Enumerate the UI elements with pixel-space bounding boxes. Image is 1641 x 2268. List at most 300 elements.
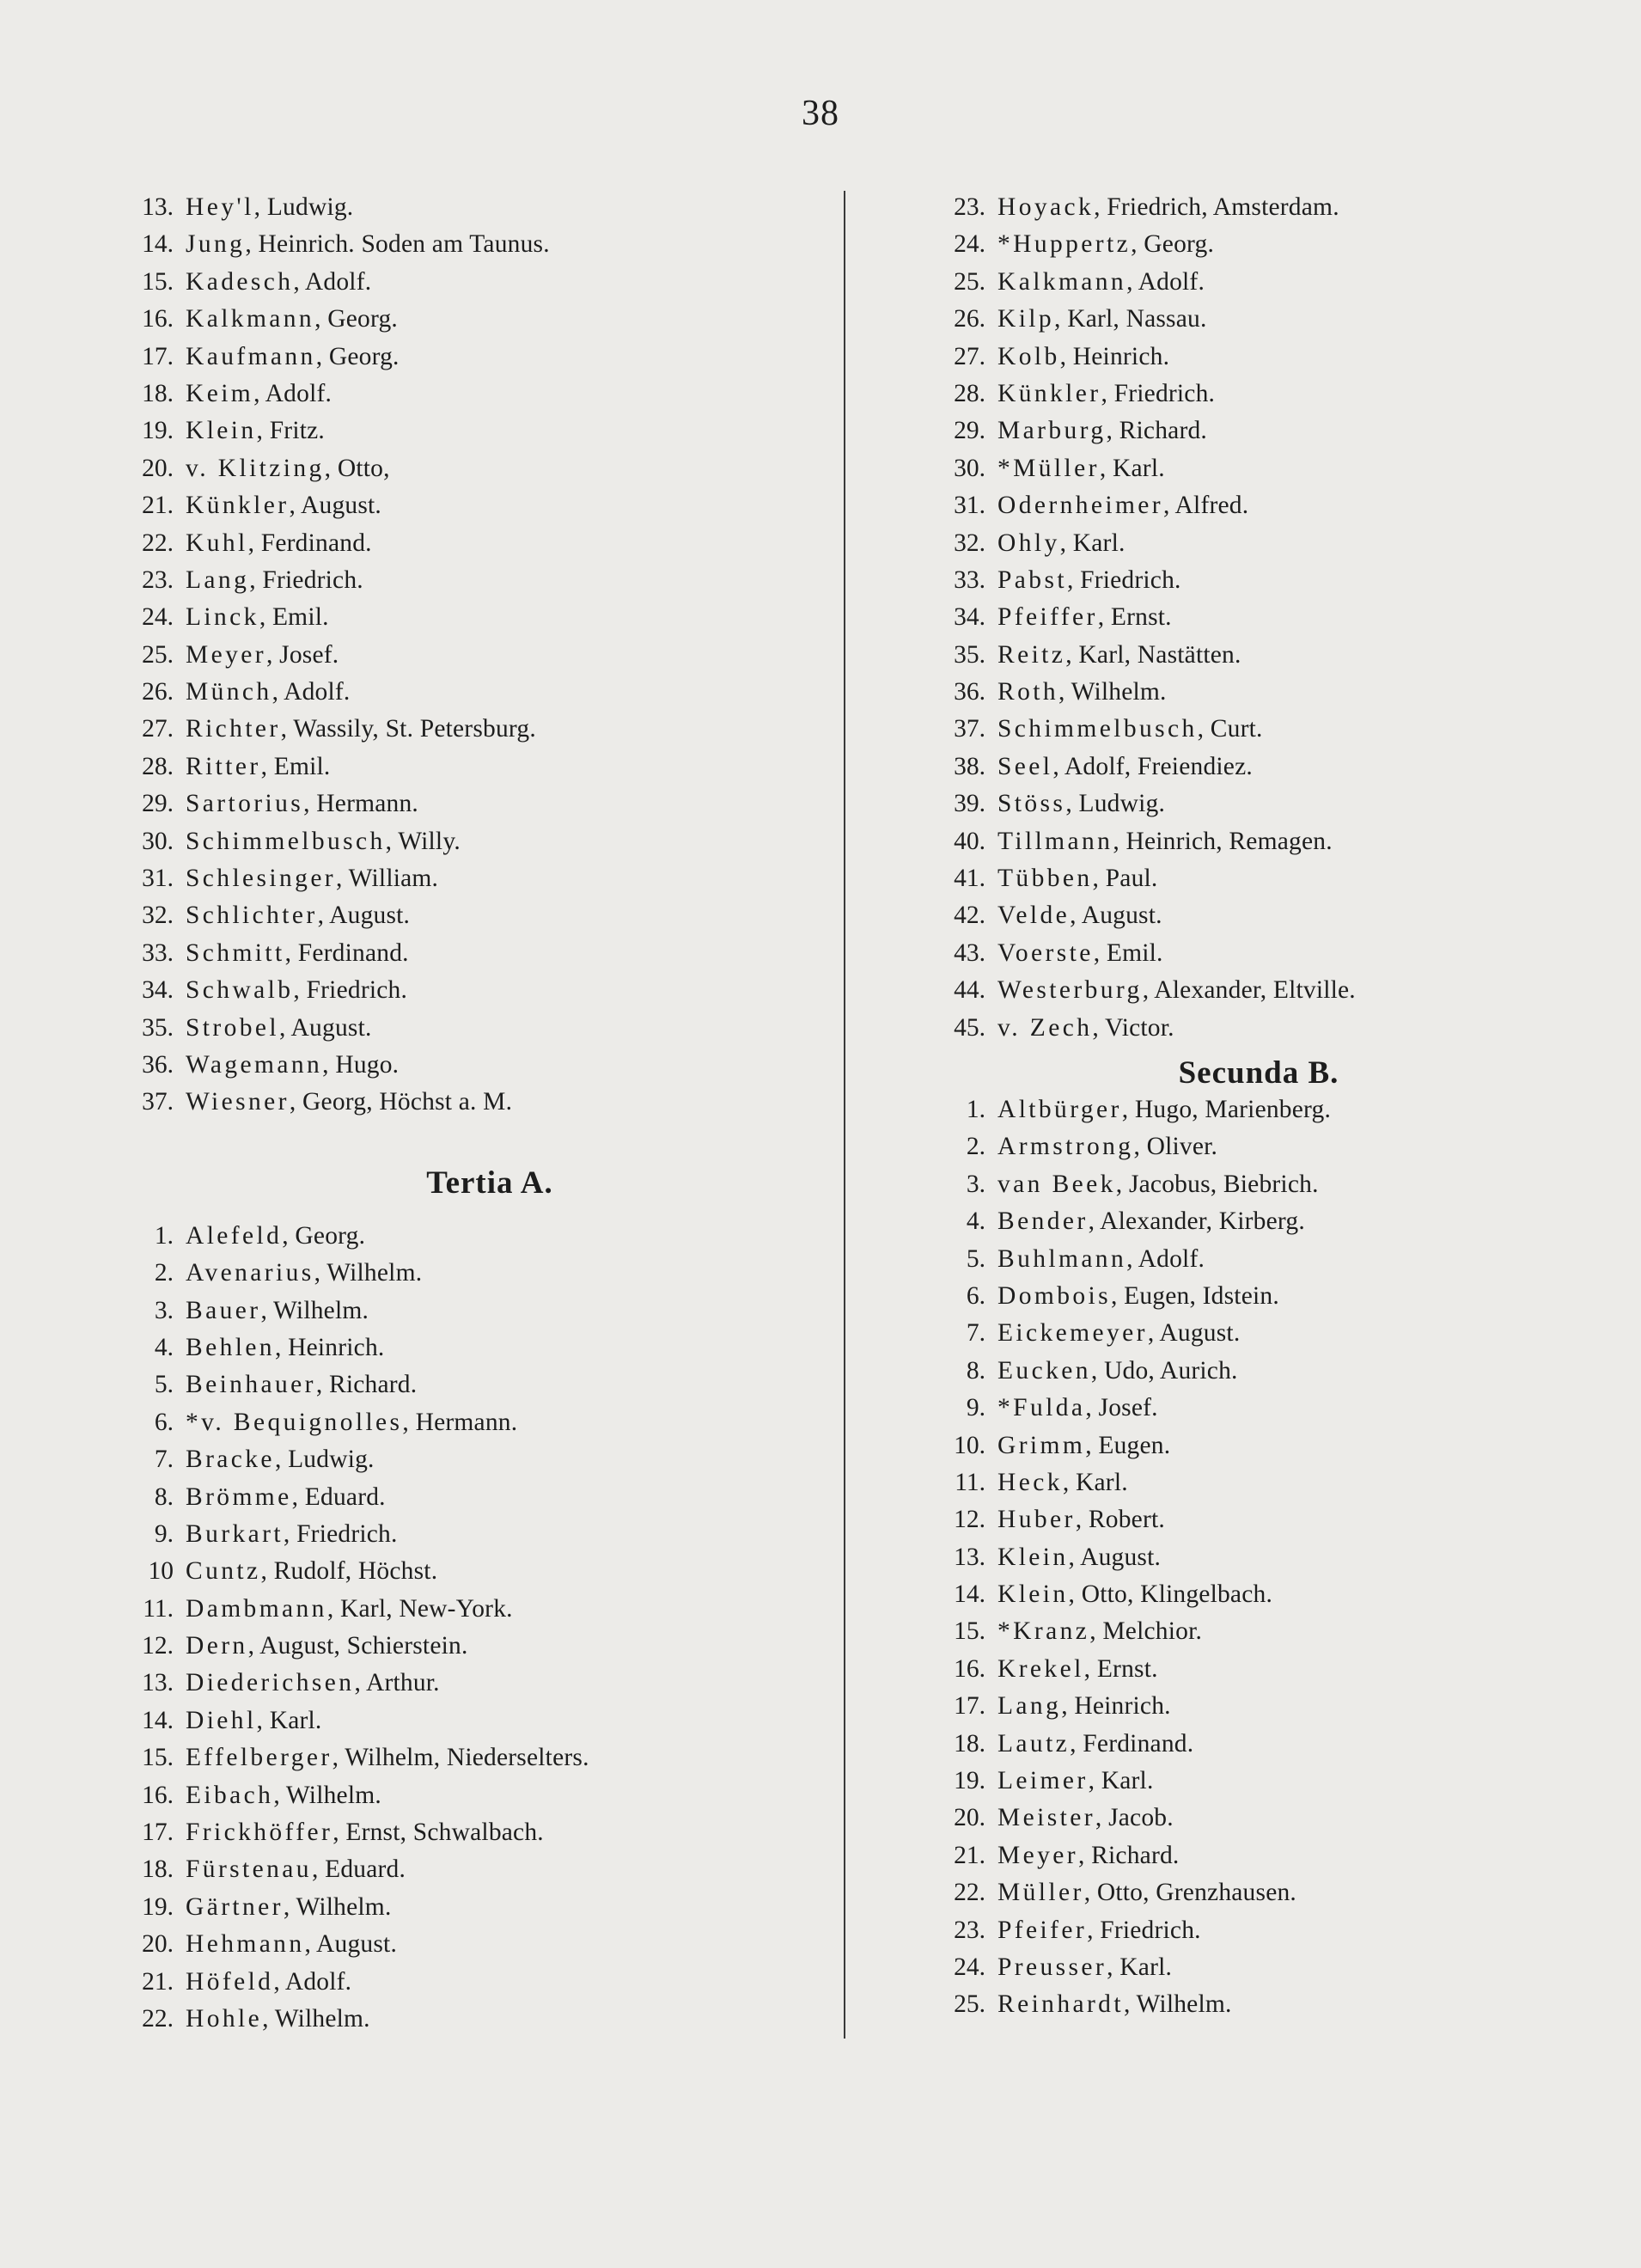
entry-details: , Friedrich. (1066, 565, 1181, 594)
entry-surname: Kuhl (186, 529, 248, 557)
entry-details: , Adolf. (271, 678, 351, 706)
entry-number: 18. (142, 1855, 174, 1884)
entry-surname: Münch (186, 678, 272, 706)
list-item (120, 972, 825, 1009)
entry-number: 10 (148, 1557, 174, 1586)
entry-surname: Bender (997, 1207, 1089, 1236)
list-item (120, 1084, 825, 1121)
entry-surname: Klein (186, 417, 257, 445)
entry-details: , William. (336, 865, 439, 893)
list-item (120, 562, 825, 599)
entry-number: 1. (966, 1095, 985, 1123)
entry-details: , Heinrich. (1061, 1692, 1171, 1721)
entry-number: 25. (954, 1990, 985, 2019)
entry-number: 23. (954, 1916, 985, 1944)
student-list (932, 189, 1534, 1047)
list-item (120, 339, 825, 376)
list-item (932, 1315, 1534, 1352)
entry-details: , Karl. (1107, 1953, 1173, 1981)
list-item (932, 562, 1534, 599)
entry-number: 14. (142, 230, 174, 259)
entry-number: 37. (954, 715, 985, 743)
entry-number: 30. (142, 827, 174, 855)
list-item (120, 823, 825, 860)
list-item (932, 301, 1534, 338)
entry-number: 26. (142, 678, 174, 706)
entry-details: , Otto, Grenzhausen. (1083, 1879, 1297, 1907)
entry-details: , Ludwig. (1065, 790, 1166, 818)
class-heading: Secunda B. (1178, 1055, 1339, 1091)
entry-details: , Ernst. (1083, 1654, 1158, 1683)
entry-surname: Pfeiffer (997, 603, 1098, 632)
entry-details: , Emil. (1093, 938, 1163, 967)
entry-details: , Georg. (1131, 230, 1215, 259)
entry-number: 24. (142, 603, 174, 632)
entry-number: 35. (954, 640, 985, 669)
list-item (932, 1241, 1534, 1278)
list-item (120, 1330, 825, 1366)
entry-number: 16. (954, 1654, 985, 1683)
entry-number: 14. (142, 1706, 174, 1734)
entry-surname: Bracke (186, 1446, 275, 1474)
list-item (120, 599, 825, 636)
list-item (932, 1128, 1534, 1165)
entry-number: 17. (142, 1819, 174, 1847)
entry-number: 18. (142, 379, 174, 407)
entry-details: , Victor. (1092, 1013, 1174, 1042)
entry-surname: Cuntz (186, 1557, 261, 1586)
list-item (120, 301, 825, 338)
entry-number: 27. (954, 342, 985, 370)
entry-surname: Diederichsen (186, 1669, 355, 1697)
entry-surname: Schlichter (186, 902, 318, 930)
entry-surname: Gärtner (186, 1892, 284, 1921)
list-item (932, 897, 1534, 934)
list-item (120, 376, 825, 413)
entry-surname: Eickemeyer (997, 1319, 1148, 1348)
entry-number: 6. (154, 1408, 174, 1436)
entry-details: , Wilhelm. (283, 1892, 392, 1921)
column-divider (844, 191, 845, 2039)
list-item (120, 2001, 825, 2038)
entry-number: 23. (954, 193, 985, 221)
left-column (120, 189, 825, 2038)
entry-number: 32. (142, 902, 174, 930)
entry-number: 39. (954, 790, 985, 818)
entry-details: , Adolf, Freiendiez. (1052, 752, 1253, 780)
entry-details: , Alexander, Kirberg. (1088, 1207, 1305, 1236)
entry-details: , Willy. (385, 827, 461, 855)
entry-surname: Meister (997, 1804, 1095, 1832)
list-item (932, 1539, 1534, 1576)
list-item (932, 1726, 1534, 1763)
entry-details: , Wilhelm. (262, 2004, 370, 2033)
entry-details: , Karl, Nastätten. (1065, 640, 1241, 669)
entry-details: , Rudolf, Höchst. (260, 1557, 438, 1586)
entry-details: , Ferdinand. (1070, 1729, 1194, 1758)
list-item (120, 1628, 825, 1665)
list-item (932, 1353, 1534, 1390)
list-item (120, 226, 825, 263)
entry-details: , Otto, Klingelbach. (1068, 1580, 1273, 1609)
entry-surname: Schlesinger (186, 865, 337, 893)
entry-surname: Altbürger (997, 1095, 1122, 1123)
entry-number: 36. (954, 678, 985, 706)
entry-details: , Heinrich. (1059, 342, 1170, 370)
entry-surname: Odernheimer (997, 492, 1164, 520)
entry-surname: Richter (186, 715, 281, 743)
entry-surname: Roth (997, 678, 1058, 706)
list-item (932, 226, 1534, 263)
entry-details: , Karl, Nassau. (1054, 305, 1207, 333)
entry-surname: Dern (186, 1632, 248, 1660)
entry-surname: Stöss (997, 790, 1066, 818)
list-item (932, 1986, 1534, 2023)
entry-number: 12. (954, 1506, 985, 1534)
entry-number: 22. (142, 529, 174, 557)
page-number: 38 (802, 94, 839, 133)
entry-details: , Wilhelm. (1058, 678, 1167, 706)
entry-surname: Effelberger (186, 1744, 332, 1772)
entry-number: 28. (142, 752, 174, 780)
student-list (120, 1218, 825, 2039)
entry-number: 5. (154, 1371, 174, 1399)
entry-surname: Pabst (997, 565, 1067, 594)
list-item (932, 1501, 1534, 1538)
entry-number: 43. (954, 938, 985, 967)
entry-details: , Karl, New-York. (326, 1594, 513, 1623)
entry-details: , August. (1147, 1319, 1241, 1348)
entry-details: , Robert. (1075, 1506, 1165, 1534)
list-item (120, 637, 825, 674)
entry-surname: Schimmelbusch (186, 827, 386, 855)
list-item (932, 972, 1534, 1009)
list-item (932, 1949, 1534, 1986)
entry-surname: Kolb (997, 342, 1060, 370)
entry-number: 5. (966, 1244, 985, 1273)
entry-details: , Ludwig. (253, 193, 354, 221)
entry-surname: Eucken (997, 1356, 1091, 1385)
entry-number: 30. (954, 454, 985, 482)
list-item (932, 1576, 1534, 1613)
entry-details: , August. (1070, 902, 1162, 930)
list-item (932, 1010, 1534, 1047)
list-item (932, 1800, 1534, 1837)
entry-number: 4. (966, 1207, 985, 1236)
entry-details: , August. (304, 1930, 398, 1959)
list-item (932, 1390, 1534, 1427)
entry-details: , Paul. (1092, 865, 1158, 893)
entry-number: 9. (154, 1519, 174, 1548)
entry-details: , Ferdinand. (247, 529, 372, 557)
entry-number: 16. (142, 305, 174, 333)
list-item (932, 413, 1534, 449)
entry-details: , Eugen, Idstein. (1110, 1281, 1279, 1310)
entry-number: 17. (142, 342, 174, 370)
entry-details: , Wilhelm. (314, 1259, 423, 1287)
entry-surname: Velde (997, 902, 1071, 930)
entry-surname: Heck (997, 1468, 1063, 1496)
entry-surname: Eibach (186, 1781, 274, 1809)
entry-number: 21. (142, 1967, 174, 1996)
entry-surname: Pfeifer (997, 1916, 1088, 1944)
entry-surname: Buhlmann (997, 1244, 1127, 1273)
list-item (120, 749, 825, 786)
entry-details: , August. (279, 1013, 372, 1042)
entry-details: , Richard. (315, 1371, 418, 1399)
entry-number: 28. (954, 379, 985, 407)
entry-surname: Linck (186, 603, 259, 632)
entry-surname: Reitz (997, 640, 1066, 669)
entry-surname: Sartorius (186, 790, 304, 818)
list-item (120, 1479, 825, 1516)
entry-number: 31. (142, 865, 174, 893)
entry-details: , Adolf. (1126, 267, 1205, 296)
list-item (932, 599, 1534, 636)
entry-number: 1. (154, 1221, 174, 1250)
entry-number: 33. (954, 565, 985, 594)
list-item (932, 1613, 1534, 1650)
entry-number: 34. (954, 603, 985, 632)
entry-number: 29. (954, 417, 985, 445)
list-item (120, 786, 825, 822)
entry-surname: Behlen (186, 1333, 275, 1361)
list-item (932, 1874, 1534, 1911)
entry-number: 14. (954, 1580, 985, 1609)
entry-surname: Beinhauer (186, 1371, 316, 1399)
entry-surname: Kalkmann (186, 305, 315, 333)
entry-surname: *Fulda (997, 1394, 1086, 1422)
entry-surname: Frickhöffer (186, 1819, 333, 1847)
list-item (932, 1763, 1534, 1800)
entry-number: 9. (966, 1394, 985, 1422)
entry-surname: Ritter (186, 752, 261, 780)
entry-details: , Oliver. (1133, 1133, 1218, 1161)
list-item (932, 711, 1534, 748)
list-item (932, 487, 1534, 524)
list-item (932, 637, 1534, 674)
entry-surname: Hoyack (997, 193, 1095, 221)
list-item (932, 376, 1534, 413)
entry-details: , Wilhelm. (273, 1781, 381, 1809)
entry-surname: Wagemann (186, 1050, 323, 1079)
entry-details: , Josef. (266, 640, 339, 669)
entry-details: , Ludwig. (274, 1446, 375, 1474)
entry-details: , Karl. (256, 1706, 322, 1734)
entry-number: 27. (142, 715, 174, 743)
entry-number: 6. (966, 1281, 985, 1310)
entry-number: 2. (966, 1133, 985, 1161)
entry-surname: Brömme (186, 1482, 292, 1511)
entry-details: , Hugo, Marienberg. (1121, 1095, 1332, 1123)
list-item (932, 1278, 1534, 1315)
entry-details: , Jacob. (1095, 1804, 1174, 1832)
entry-number: 40. (954, 827, 985, 855)
list-item (120, 1814, 825, 1851)
entry-number: 18. (954, 1729, 985, 1758)
entry-number: 45. (954, 1013, 985, 1042)
entry-surname: Hehmann (186, 1930, 305, 1959)
entry-number: 33. (142, 938, 174, 967)
entry-surname: Meyer (997, 1841, 1078, 1869)
entry-surname: Burkart (186, 1519, 284, 1548)
entry-details: , Heinrich. Soden am Taunus. (245, 230, 550, 259)
entry-details: , Fritz. (256, 417, 325, 445)
entry-details: , Wassily, St. Petersburg. (280, 715, 536, 743)
right-column (932, 189, 1534, 2024)
list-item (120, 935, 825, 972)
entry-surname: Bauer (186, 1296, 261, 1324)
entry-details: , Karl. (1088, 1767, 1154, 1795)
list-item (932, 1651, 1534, 1688)
entry-number: 23. (142, 565, 174, 594)
entry-surname: Marburg (997, 417, 1107, 445)
entry-surname: Schmitt (186, 938, 285, 967)
entry-details: , Georg. (282, 1221, 366, 1250)
entry-surname: Künkler (997, 379, 1101, 407)
entry-number: 25. (142, 640, 174, 669)
entry-surname: Grimm (997, 1431, 1086, 1459)
entry-details: , Adolf. (1126, 1244, 1205, 1273)
list-item (932, 674, 1534, 711)
entry-surname: Avenarius (186, 1259, 314, 1287)
entry-number: 19. (142, 1892, 174, 1921)
list-item (120, 674, 825, 711)
list-item (120, 189, 825, 226)
entry-number: 13. (142, 193, 174, 221)
entry-number: 15. (954, 1617, 985, 1646)
entry-number: 26. (954, 305, 985, 333)
entry-surname: Voerste (997, 938, 1094, 967)
entry-details: , Richard. (1106, 417, 1208, 445)
entry-number: 12. (142, 1632, 174, 1660)
list-item (932, 450, 1534, 487)
list-item (120, 1047, 825, 1084)
list-item (120, 413, 825, 449)
list-item (932, 1912, 1534, 1949)
entry-number: 37. (142, 1088, 174, 1116)
list-item (932, 1427, 1534, 1464)
entry-number: 24. (954, 230, 985, 259)
entry-surname: Lang (997, 1692, 1062, 1721)
entry-details: , Karl. (1059, 529, 1126, 557)
entry-number: 20. (142, 454, 174, 482)
list-item (120, 1926, 825, 1963)
entry-surname: Kaufmann (186, 342, 316, 370)
entry-details: , Richard. (1078, 1841, 1180, 1869)
entry-surname: Diehl (186, 1706, 257, 1734)
list-item (120, 860, 825, 897)
entry-surname: Kalkmann (997, 267, 1127, 296)
entry-number: 17. (954, 1692, 985, 1721)
entry-surname: Höfeld (186, 1967, 274, 1996)
entry-details: , Hermann. (303, 790, 419, 818)
entry-surname: *Kranz (997, 1617, 1090, 1646)
entry-details: , Friedrich. (293, 976, 408, 1005)
entry-details: , Friedrich. (249, 565, 363, 594)
entry-surname: Strobel (186, 1013, 280, 1042)
student-list (932, 1091, 1534, 2024)
entry-surname: Reinhardt (997, 1990, 1124, 2019)
list-item (932, 749, 1534, 786)
list-item (932, 1464, 1534, 1501)
list-item (120, 1366, 825, 1403)
list-item (120, 1665, 825, 1702)
entry-number: 7. (966, 1319, 985, 1348)
entry-surname: Leimer (997, 1767, 1089, 1795)
entry-details: , Heinrich, Remagen. (1113, 827, 1333, 855)
entry-surname: Lang (186, 565, 250, 594)
entry-surname: Schwalb (186, 976, 294, 1005)
entry-number: 13. (954, 1543, 985, 1571)
list-item (932, 189, 1534, 226)
list-item (932, 1091, 1534, 1128)
entry-details: , Wilhelm. (260, 1296, 369, 1324)
entry-number: 3. (154, 1296, 174, 1324)
entry-surname: Dombois (997, 1281, 1111, 1310)
entry-number: 20. (954, 1804, 985, 1832)
list-item (932, 1203, 1534, 1240)
entry-details: , Friedrich. (1101, 379, 1216, 407)
list-item (120, 264, 825, 301)
entry-surname: Hohle (186, 2004, 263, 2033)
entry-details: , Heinrich. (274, 1333, 385, 1361)
entry-number: 25. (954, 267, 985, 296)
entry-number: 36. (142, 1050, 174, 1079)
list-item (120, 450, 825, 487)
entry-details: , Hermann. (402, 1408, 518, 1436)
entry-details: , Alfred. (1163, 492, 1249, 520)
entry-surname: *Huppertz (997, 230, 1132, 259)
entry-number: 4. (154, 1333, 174, 1361)
list-item (120, 1889, 825, 1926)
list-item (120, 525, 825, 562)
entry-surname: Tübben (997, 865, 1093, 893)
entry-number: 2. (154, 1259, 174, 1287)
entry-surname: Krekel (997, 1654, 1084, 1683)
entry-surname: van Beek (997, 1170, 1116, 1198)
list-item (120, 1441, 825, 1478)
entry-surname: *Müller (997, 454, 1100, 482)
entry-surname: Dambmann (186, 1594, 327, 1623)
list-item (932, 339, 1534, 376)
entry-surname: Ohly (997, 529, 1060, 557)
entry-number: 29. (142, 790, 174, 818)
entry-number: 3. (966, 1170, 985, 1198)
list-item (932, 1837, 1534, 1874)
entry-details: , Alexander, Eltville. (1142, 976, 1356, 1005)
entry-number: 21. (142, 492, 174, 520)
list-item (120, 1739, 825, 1776)
entry-number: 15. (142, 1744, 174, 1772)
entry-surname: Armstrong (997, 1133, 1134, 1161)
list-item (932, 525, 1534, 562)
entry-surname: Kadesch (186, 267, 294, 296)
entry-details: , Georg. (315, 342, 400, 370)
entry-details: , Friedrich. (283, 1519, 398, 1548)
entry-surname: Klein (997, 1580, 1069, 1609)
entry-surname: Meyer (186, 640, 266, 669)
entry-number: 35. (142, 1013, 174, 1042)
entry-number: 42. (954, 902, 985, 930)
entry-surname: Alefeld (186, 1221, 283, 1250)
entry-number: 15. (142, 267, 174, 296)
student-list (120, 189, 825, 1122)
entry-number: 24. (954, 1953, 985, 1981)
entry-number: 19. (954, 1767, 985, 1795)
list-item (932, 935, 1534, 972)
entry-details: , Friedrich, Amsterdam. (1094, 193, 1339, 221)
